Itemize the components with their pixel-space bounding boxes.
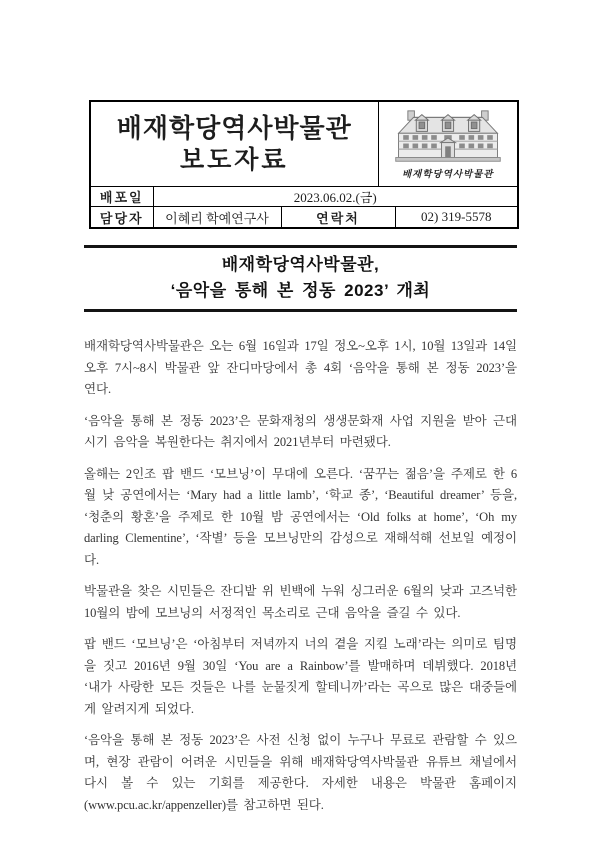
org-title-cell <box>90 101 378 187</box>
logo-caption: 배재학당역사박물관 <box>401 169 494 180</box>
body-paragraph: 올해는 2인조 팝 밴드 ‘모브닝’이 무대에 오른다. ‘꿈꾸는 젊음’을 주제로 한 6월 낮 공연에서는 ‘Mary had a little lamb’, ‘학교 종’, ‘Beautiful dreamer’ 등을, ‘청춘의 황혼’을 주제로 한 10월 밤 공연에서는 ‘Old folks at home’, ‘Oh my darling Clementine’, ‘작별’ 등을 모브닝만의 감성으로 재해석해 선보일 예정이다. <box>84 466 517 567</box>
release-date-label: 배포일 <box>90 187 153 207</box>
body-paragraph: ‘음악을 통해 본 정동 2023’은 문화재청의 생생문화재 사업 지원을 받아 근대 시기 음악을 복원한다는 취지에서 2021년부터 마련됐다. <box>84 413 517 449</box>
contact-person-label: 담당자 <box>90 207 153 229</box>
museum-building-logo <box>387 109 509 165</box>
org-title-line2: 보도자료 <box>179 147 289 174</box>
body-paragraph: 팝 밴드 ‘모브닝’은 ‘아침부터 저녁까지 너의 곁을 지킬 노래’라는 의미로 팀명을 짓고 2016년 9월 30일 ‘You are a Rainbow’를 발매하며 데뷔했다. 2018년 ‘내가 사랑한 모든 것들은 나를 눈물짓게 할테니까’라는 곡으로 많은 대중들에게 알려지게 되었다. <box>84 637 517 716</box>
release-date-value: 2023.06.02.(금) <box>153 187 518 207</box>
logo-cell <box>378 101 518 187</box>
headline-line2: ‘음악을 통해 본 정동 2023’ 개최 <box>170 281 431 300</box>
phone-value: 02) 319-5578 <box>395 207 518 229</box>
masthead-table <box>89 100 519 229</box>
body-paragraph: ‘음악을 통해 본 정동 2023’은 사전 신청 없이 누구나 무료로 관람할 수 있으며, 현장 관람이 어려운 시민들을 위해 배재학당역사박물관 유튜브 채널에서 다시 볼 수 있는 기회를 제공한다. 자세한 내용은 박물관 홈페이지(www.pcu.ac.kr/appenzeller)를 참고하면 된다. <box>84 733 517 812</box>
contact-person-value: 이혜리 학예연구사 <box>153 207 281 229</box>
phone-label: 연락처 <box>281 207 395 229</box>
body-paragraph: 배재학당역사박물관은 오는 6월 16일과 17일 정오~오후 1시, 10월 13일과 14일 오후 7시~8시 박물관 앞 잔디마당에서 총 4회 ‘음악을 통해 본 정동 2023’을 연다. <box>84 339 517 396</box>
headline-line1: 배재학당역사박물관, <box>221 255 380 274</box>
body-text <box>84 336 517 826</box>
org-title-line1: 배재학당역사박물관 <box>116 114 352 143</box>
body-paragraph: 박물관을 찾은 시민들은 잔디밭 위 빈백에 누워 싱그러운 6월의 낮과 고즈넉한 10월의 밤에 모브닝의 서정적인 목소리로 근대 음악을 즐길 수 있다. <box>84 584 517 620</box>
headline-block <box>84 245 517 312</box>
